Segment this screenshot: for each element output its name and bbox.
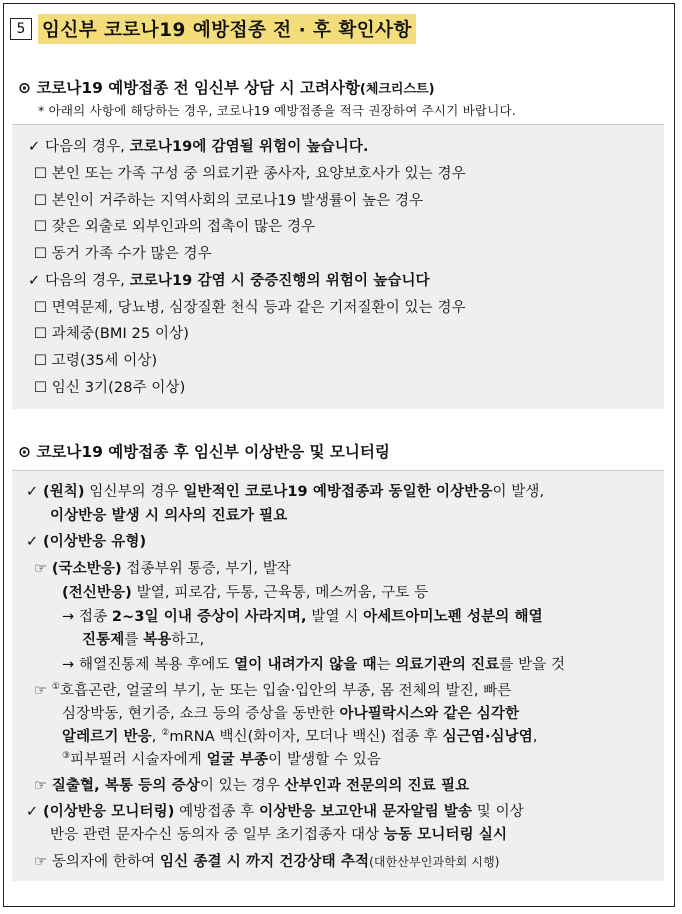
checklist-item[interactable]: ☐ 면역문제, 당뇨병, 심장질환 천식 등과 같은 기저질환이 있는 경우	[34, 300, 466, 316]
checklist-item[interactable]: ☐ 본인이 거주하는 지역사회의 코로나19 발생률이 높은 경우	[34, 193, 424, 209]
monitoring-line: ✓ (이상반응 모니터링) 예방접종 후 이상반응 보고안내 문자알림 발송 및 이상	[26, 804, 524, 820]
section-title: 임신부 코로나19 예방접종 전 · 후 확인사항	[38, 14, 416, 44]
checklist-item[interactable]: ☐ 임신 3기(28주 이상)	[34, 380, 186, 396]
systemic-note-1: → 접종 2~3일 이내 증상이 사라지며, 발열 시 아세트아미노펜 성분의 해열	[62, 609, 543, 625]
principle-line: ✓ (원칙) 임신부의 경우 일반적인 코로나19 예방접종과 동일한 이상반응이 발생,	[26, 484, 545, 500]
severe-reaction-3: 알레르기 반응, ②mRNA 백신(화이자, 모더나 백신) 접종 후 심근염·심낭염,	[62, 728, 538, 745]
check-heading-2: ✓ 다음의 경우, 코로나19 감염 시 중증진행의 위험이 높습니다	[28, 273, 430, 289]
target-bullet-icon: ⊙	[18, 443, 31, 461]
target-bullet-icon: ⊙	[18, 79, 31, 97]
severe-reaction-4: ③피부필러 시술자에게 얼굴 부종이 발생할 수 있음	[62, 751, 382, 768]
checklist-item[interactable]: ☐ 동거 가족 수가 많은 경우	[34, 246, 212, 262]
consent-line: ☞ 동의자에 한하여 임신 종결 시 까지 건강상태 추적(대한산부인과학회 시행)	[34, 854, 500, 870]
local-reaction: ☞ (국소반응) 접종부위 통증, 부기, 발작	[34, 561, 292, 577]
bleeding-line: ☞ 질출혈, 복통 등의 증상이 있는 경우 산부인과 전문의의 진료 필요	[34, 778, 470, 794]
section-number: 5	[10, 18, 32, 40]
check-icon: ✓	[26, 484, 39, 500]
reaction-type-heading: ✓ (이상반응 유형)	[26, 534, 147, 550]
pointing-hand-icon: ☞	[34, 778, 48, 794]
checklist-item[interactable]: ☐ 고령(35세 이상)	[34, 353, 158, 369]
check-icon: ✓	[26, 534, 39, 550]
check-heading-1: ✓ 다음의 경우, 코로나19에 감염될 위험이 높습니다.	[28, 139, 369, 155]
systemic-note-1-cont: 진통제를 복용하고,	[82, 632, 205, 648]
pointing-hand-icon: ☞	[34, 683, 48, 699]
section-header	[10, 14, 416, 44]
part2-title: ⊙ 코로나19 예방접종 후 임신부 이상반응 및 모니터링	[18, 443, 390, 461]
systemic-reaction: (전신반응) 발열, 피로감, 두통, 근육통, 메스꺼움, 구토 등	[62, 585, 429, 601]
severe-reaction-2: 심장박동, 현기증, 쇼크 등의 증상을 동반한 아나필락시스와 같은 심각한	[62, 706, 520, 722]
checklist-item[interactable]: ☐ 잦은 외출로 외부인과의 접촉이 많은 경우	[34, 219, 316, 235]
part1-title: ⊙ 코로나19 예방접종 전 임신부 상담 시 고려사항(체크리스트)	[18, 79, 435, 97]
severe-reaction-1: ☞ ①호흡곤란, 얼굴의 부기, 눈 또는 입술·입안의 부종, 몸 전체의 발진, 빠른	[34, 682, 512, 699]
checklist-item[interactable]: ☐ 과체중(BMI 25 이상)	[34, 326, 189, 342]
checklist-item[interactable]: ☐ 본인 또는 가족 구성 중 의료기관 종사자, 요양보호사가 있는 경우	[34, 166, 466, 182]
pointing-hand-icon: ☞	[34, 854, 48, 870]
pointing-hand-icon: ☞	[34, 561, 48, 577]
monitoring-line-2: 반응 관련 문자수신 동의자 중 일부 초기접종자 대상 능동 모니터링 실시	[50, 827, 508, 843]
principle-line-2: 이상반응 발생 시 의사의 진료가 필요	[50, 508, 288, 524]
part1-note: * 아래의 사항에 해당하는 경우, 코로나19 예방접종을 적극 권장하여 주시기 바랍니다.	[38, 103, 516, 118]
check-icon: ✓	[26, 804, 39, 820]
systemic-note-2: → 해열진통제 복용 후에도 열이 내려가지 않을 때는 의료기관의 진료를 받을 것	[62, 657, 566, 673]
